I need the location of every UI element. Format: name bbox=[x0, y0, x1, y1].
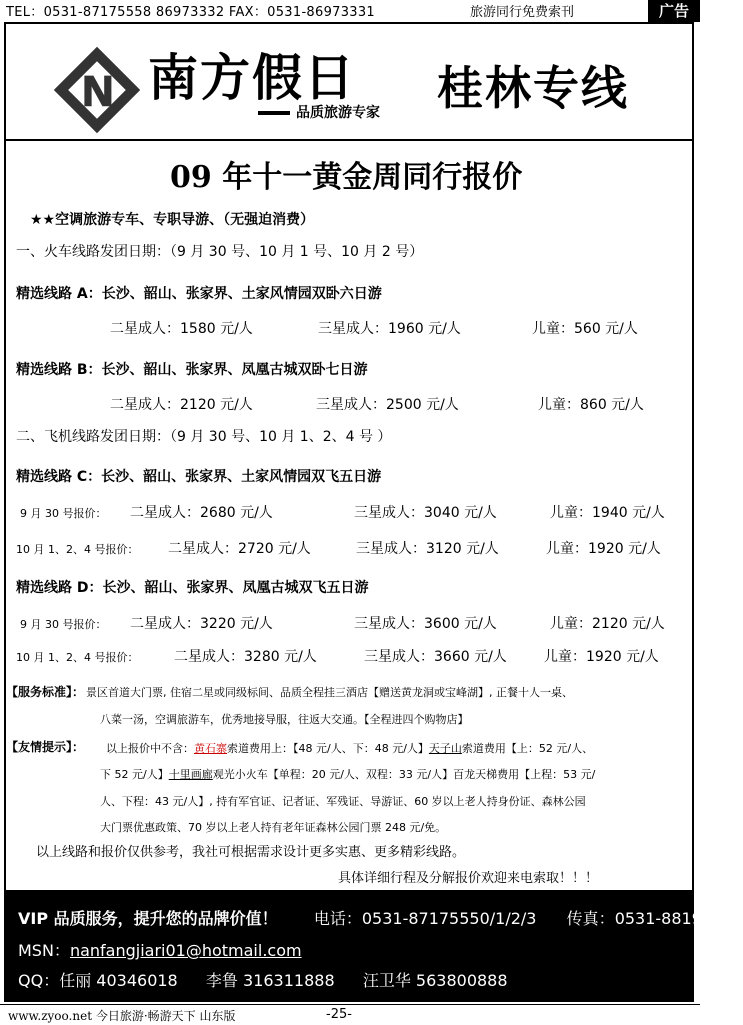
site-url: www.zyoo.net 今日旅游·畅游天下 山东版 bbox=[8, 1009, 236, 1023]
route-d-name: 精选线路 D：长沙、韶山、张家界、凤凰古城双飞五日游 bbox=[16, 580, 369, 596]
qq-contact-1: 任丽 40346018 bbox=[59, 971, 178, 990]
msn-label: MSN： bbox=[18, 941, 70, 960]
fax-number: 0531-88193331 bbox=[614, 909, 743, 928]
flight-section-heading: 二、飞机线路发团日期：（9 月 30 号、10 月 1、2、4 号 ） bbox=[16, 429, 392, 445]
route-b-two-star: 二星成人：2120 元/人 bbox=[110, 397, 253, 413]
phone-number: 0531-87175550/1/2/3 bbox=[361, 909, 537, 928]
index-label: 旅游同行免费索刊 bbox=[470, 5, 575, 20]
notice-line-3: 人、下程：43 元/人】, 持有军官证、记者证、军残证、导游证、60 岁以上老人持身份证、森林公园 bbox=[100, 795, 586, 808]
notice-label: 【友情提示】： bbox=[6, 740, 85, 754]
fax-label: 传真： bbox=[566, 909, 615, 928]
route-d-two-star-2: 二星成人：3280 元/人 bbox=[174, 649, 317, 665]
route-d-child-2: 儿童：1920 元/人 bbox=[544, 649, 659, 665]
route-b-name: 精选线路 B：长沙、韶山、张家界、凤凰古城双卧七日游 bbox=[16, 362, 368, 378]
bottom-bar bbox=[0, 1004, 700, 1025]
closing-note: 以上线路和报价仅供参考，我社可根据需求设计更多实惠、更多精彩线路。 bbox=[36, 845, 466, 860]
shilihualang-label: 十里画廊 bbox=[168, 768, 213, 781]
route-c-child-1: 儿童：1940 元/人 bbox=[550, 505, 665, 521]
footer-row-3 bbox=[18, 968, 508, 991]
qq-contact-3: 汪卫华 563800888 bbox=[362, 971, 508, 990]
route-c-name: 精选线路 C：长沙、韶山、张家界、土家风情园双飞五日游 bbox=[16, 469, 382, 485]
ad-badge: 广告 bbox=[648, 0, 700, 22]
route-b-child: 儿童：860 元/人 bbox=[538, 397, 644, 413]
contact-footer bbox=[6, 890, 743, 1000]
closing-contact-note: 具体详细行程及分解报价欢迎来电索取！！！ bbox=[338, 871, 599, 886]
service-line-1: 景区首道大门票, 住宿二星或同级标间、品质全程挂三酒店【赠送黄龙洞或宝峰湖】, 正餐十人一桌、 bbox=[86, 686, 573, 699]
qq-label: QQ： bbox=[18, 971, 60, 990]
route-c-date-2: 10 月 1、2、4 号报价： bbox=[16, 543, 139, 556]
subtitle: ★★空调旅游专车、专职导游、（无强迫消费） bbox=[30, 212, 315, 228]
footer-row-1 bbox=[18, 906, 743, 929]
route-a-two-star: 二星成人：1580 元/人 bbox=[110, 321, 253, 337]
route-c-child-2: 儿童：1920 元/人 bbox=[546, 541, 661, 557]
notice-line-4: 大门票优惠政策、70 岁以上老人持有老年证森林公园门票 248 元/免。 bbox=[100, 821, 447, 834]
route-d-two-star-1: 二星成人：3220 元/人 bbox=[130, 616, 273, 632]
msn-address[interactable]: nanfangjiari01@hotmail.com bbox=[69, 941, 302, 960]
route-c-two-star-1: 二星成人：2680 元/人 bbox=[130, 505, 273, 521]
contact-line: TEL：0531-87175558 86973332 FAX：0531-86973331 bbox=[6, 5, 375, 20]
route-c-two-star-2: 二星成人：2720 元/人 bbox=[168, 541, 311, 557]
vip-slogan: VIP 品质服务，提升您的品牌价值！ bbox=[18, 909, 278, 928]
page-number: -25- bbox=[326, 1007, 352, 1022]
page-title: 09 年十一黄金周同行报价 bbox=[170, 160, 523, 195]
notice-line-1: 以上报价中不含：黄石寨索道费用上：【48 元/人、下：48 元/人】天子山索道费用【上：52 元/人、 bbox=[106, 742, 594, 755]
route-line-name: 桂林专线 bbox=[437, 61, 629, 115]
huangshizhai-label: 黄石寨 bbox=[194, 742, 227, 755]
qq-contact-2: 李鲁 316311888 bbox=[205, 971, 335, 990]
route-a-three-star: 三星成人：1960 元/人 bbox=[318, 321, 461, 337]
top-bar bbox=[0, 0, 700, 20]
service-label: 【服务标准】： bbox=[6, 685, 85, 699]
route-d-child-1: 儿童：2120 元/人 bbox=[550, 616, 665, 632]
phone-label: 电话： bbox=[313, 909, 362, 928]
train-section-heading: 一、火车线路发团日期：（9 月 30 号、10 月 1 号、10 月 2 号） bbox=[16, 244, 424, 260]
route-a-name: 精选线路 A：长沙、韶山、张家界、土家风情园双卧六日游 bbox=[16, 286, 382, 302]
route-a-child: 儿童：560 元/人 bbox=[532, 321, 638, 337]
route-d-three-star-1: 三星成人：3600 元/人 bbox=[354, 616, 497, 632]
footer-row-2 bbox=[18, 938, 302, 961]
route-c-date-1: 9 月 30 号报价： bbox=[20, 507, 107, 520]
tianzishan-label: 天子山 bbox=[428, 742, 462, 755]
route-c-three-star-2: 三星成人：3120 元/人 bbox=[356, 541, 499, 557]
slogan: 品质旅游专家 bbox=[296, 105, 380, 121]
route-d-three-star-2: 三星成人：3660 元/人 bbox=[364, 649, 507, 665]
slogan-dash bbox=[258, 111, 290, 115]
brand-name: 南方假日 bbox=[148, 48, 356, 107]
route-b-three-star: 三星成人：2500 元/人 bbox=[316, 397, 459, 413]
logo-icon bbox=[52, 45, 142, 135]
bottom-divider bbox=[0, 1004, 700, 1005]
route-d-date-2: 10 月 1、2、4 号报价： bbox=[16, 651, 139, 664]
route-d-date-1: 9 月 30 号报价： bbox=[20, 618, 107, 631]
route-c-three-star-1: 三星成人：3040 元/人 bbox=[354, 505, 497, 521]
notice-line-2: 下 52 元/人】十里画廊观光小火车【单程：20 元/人、双程：33 元/人】百龙天梯费用【上程：53 元/ bbox=[100, 768, 596, 781]
service-line-2: 八菜一汤，空调旅游车，优秀地接导服，往返大交通。【全程进四个购物店】 bbox=[100, 713, 469, 726]
